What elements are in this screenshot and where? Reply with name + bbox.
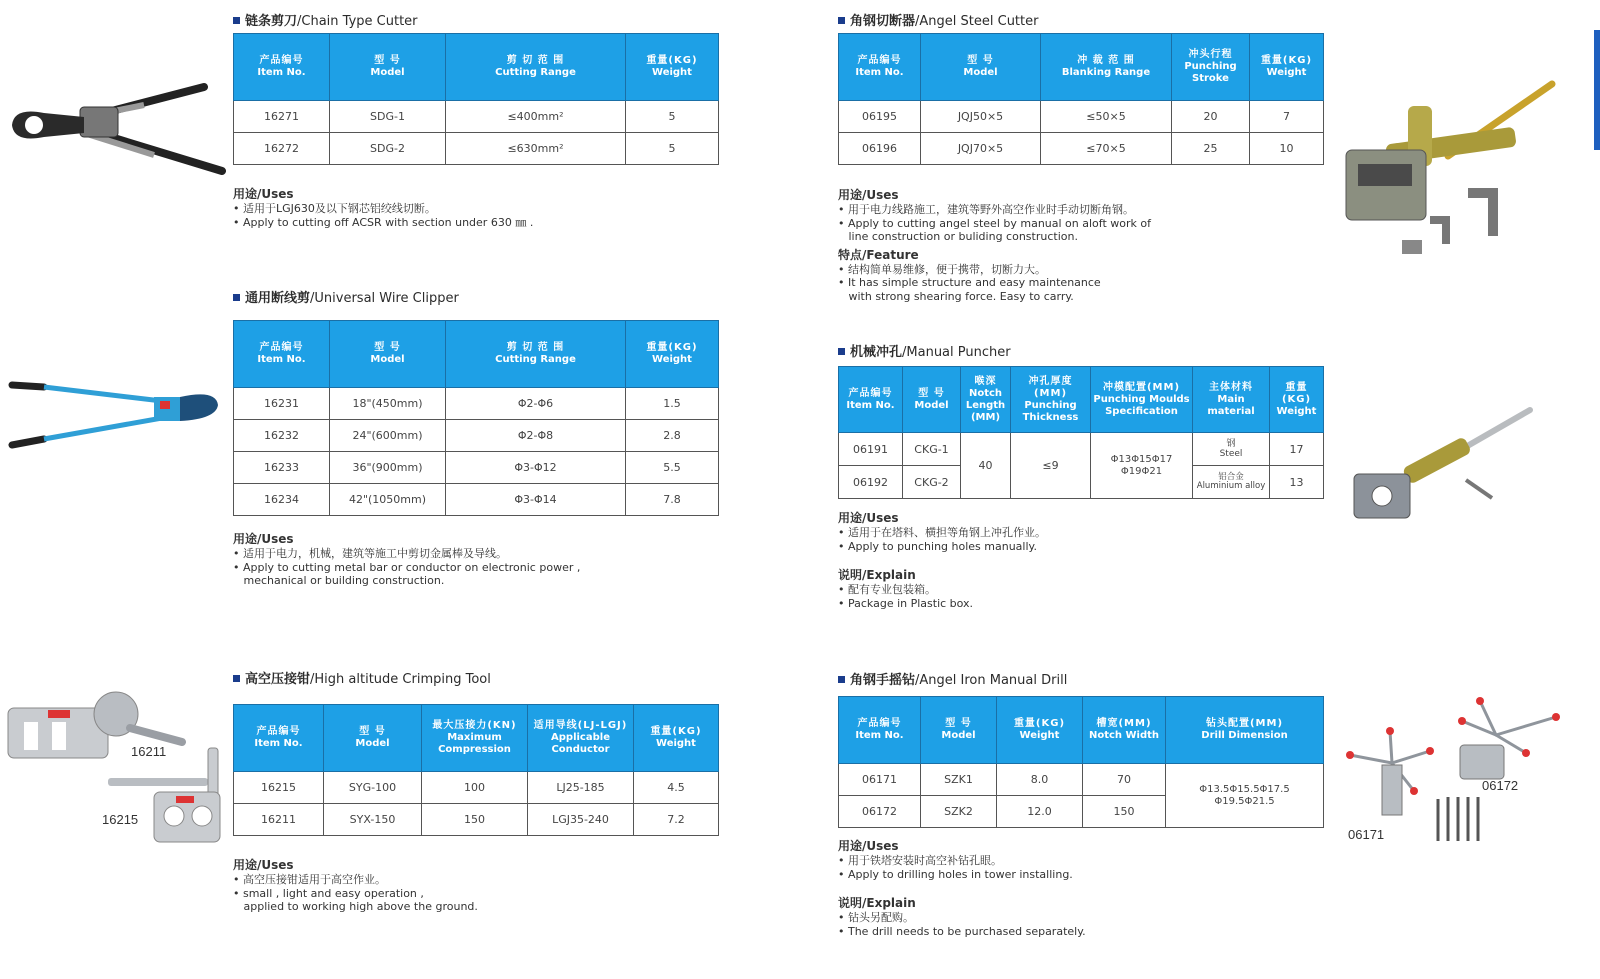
chain-cutter-table: [233, 33, 719, 165]
table-cell: Φ3-Φ12: [446, 452, 626, 484]
table-cell: SYG-100: [324, 772, 422, 804]
table-row: [839, 101, 1324, 133]
table-header: 剪 切 范 围 Cutting Range: [446, 321, 626, 388]
table-cell: 150: [1083, 796, 1166, 828]
table-row: [839, 433, 1324, 466]
table-cell: 2.8: [626, 420, 719, 452]
table-cell: 7.8: [626, 484, 719, 516]
table-row: [234, 804, 719, 836]
table-row: [839, 133, 1324, 165]
table-row: [234, 772, 719, 804]
table-cell: 4.5: [634, 772, 719, 804]
table-header: 主体材料 Main material: [1193, 367, 1270, 433]
table-cell: Φ3-Φ14: [446, 484, 626, 516]
table-cell: 18"(450mm): [330, 388, 446, 420]
table-header: 喉深 Notch Length (MM): [961, 367, 1011, 433]
table-cell: 5.5: [626, 452, 719, 484]
table-header: 重量(KG) Weight: [626, 34, 719, 101]
table-cell: 16215: [234, 772, 324, 804]
table-cell: ≤9: [1011, 433, 1091, 499]
table-cell: 06195: [839, 101, 921, 133]
table-header: 型 号 Model: [330, 34, 446, 101]
table-cell: JQJ50×5: [921, 101, 1041, 133]
table-cell: 06196: [839, 133, 921, 165]
table-cell: 铝合金 Aluminium alloy: [1193, 466, 1270, 499]
table-header: 产品编号 Item No.: [839, 697, 921, 764]
table-header: 产品编号 Item No.: [234, 321, 330, 388]
table-header: 产品编号 Item No.: [839, 367, 903, 433]
crimping-tool-uses: 用途/Uses • 高空压接钳适用于高空作业。 • small , light and easy operation , applied to working high above the ground.: [233, 858, 478, 913]
chain-cutter-image: [4, 75, 226, 180]
table-header: 产品编号 Item No.: [234, 705, 324, 772]
table-cell: 24"(600mm): [330, 420, 446, 452]
table-row: [234, 484, 719, 516]
title-square-icon: [838, 17, 845, 24]
table-cell: CKG-2: [903, 466, 961, 499]
table-cell: 12.0: [997, 796, 1083, 828]
table-cell: 16272: [234, 133, 330, 165]
table-cell: 40: [961, 433, 1011, 499]
table-cell: 100: [422, 772, 528, 804]
wire-clipper-image: [4, 375, 226, 457]
table-cell: 1.5: [626, 388, 719, 420]
table-header: 冲孔厚度(MM) Punching Thickness: [1011, 367, 1091, 433]
table-header: 冲模配置(MM) Punching Moulds Specification: [1091, 367, 1193, 433]
table-cell: 16233: [234, 452, 330, 484]
table-row: [234, 452, 719, 484]
table-header: 型 号 Model: [324, 705, 422, 772]
title-square-icon: [233, 294, 240, 301]
table-cell: Φ2-Φ6: [446, 388, 626, 420]
table-cell: 16234: [234, 484, 330, 516]
table-header: 型 号 Model: [921, 697, 997, 764]
manual-drill-table: [838, 696, 1324, 828]
section-title-manual-drill: 角钢手摇钻/Angel Iron Manual Drill: [838, 669, 1067, 688]
table-header: 产品编号 Item No.: [839, 34, 921, 101]
table-cell: 20: [1172, 101, 1250, 133]
table-header: 冲头行程 Punching Stroke: [1172, 34, 1250, 101]
table-cell: SZK2: [921, 796, 997, 828]
table-cell: 16232: [234, 420, 330, 452]
table-row: [839, 764, 1324, 796]
table-cell: ≤400mm²: [446, 101, 626, 133]
table-cell: 42"(1050mm): [330, 484, 446, 516]
table-cell: JQJ70×5: [921, 133, 1041, 165]
image-label: 16215: [102, 812, 139, 827]
section-title-angle-cutter: 角钢切断器/Angel Steel Cutter: [838, 10, 1038, 29]
table-cell: Φ13Φ15Φ17 Φ19Φ21: [1091, 433, 1193, 499]
crimping-tool-table: [233, 704, 719, 836]
table-cell: 06172: [839, 796, 921, 828]
table-cell: 7.2: [634, 804, 719, 836]
table-cell: 7: [1250, 101, 1324, 133]
table-cell: LGJ35-240: [528, 804, 634, 836]
table-cell: 16271: [234, 101, 330, 133]
manual-puncher-image: [1346, 404, 1536, 529]
wire-clipper-uses: 用途/Uses • 适用于电力，机械，建筑等施工中剪切金属棒及导线。 • Apply to cutting metal bar or conductor on electronic power , mechanical or building construction.: [233, 532, 581, 587]
table-cell: 5: [626, 133, 719, 165]
table-cell: CKG-1: [903, 433, 961, 466]
title-square-icon: [233, 675, 240, 682]
table-cell: 16211: [234, 804, 324, 836]
table-row: [234, 133, 719, 165]
table-header: 重量(KG) Weight: [626, 321, 719, 388]
section-title-wire-clipper: 通用断线剪/Universal Wire Clipper: [233, 287, 459, 306]
table-cell: 17: [1270, 433, 1324, 466]
section-title-crimping-tool: 高空压接钳/High altitude Crimping Tool: [233, 668, 491, 687]
table-header: 最大压接力(KN) Maximum Compression: [422, 705, 528, 772]
table-cell: ≤70×5: [1041, 133, 1172, 165]
table-header: 型 号 Model: [330, 321, 446, 388]
image-label: 06172: [1482, 778, 1519, 793]
chain-cutter-uses: 用途/Uses • 适用于LGJ630及以下钢芯铝绞线切断。 • Apply to cutting off ACSR with section under 630 ㎜ .: [233, 187, 534, 229]
table-cell: SDG-2: [330, 133, 446, 165]
manual-drill-image: [1330, 695, 1562, 845]
table-header: 型 号 Model: [903, 367, 961, 433]
table-header: 重量(KG) Weight: [634, 705, 719, 772]
page-edge-bar: [1594, 30, 1600, 150]
section-title-chain-cutter: 链条剪刀/Chain Type Cutter: [233, 10, 418, 29]
table-header: 重量(KG) Weight: [1250, 34, 1324, 101]
table-row: [234, 388, 719, 420]
title-square-icon: [838, 348, 845, 355]
table-header: 产品编号 Item No.: [234, 34, 330, 101]
table-cell: 5: [626, 101, 719, 133]
table-cell: ≤50×5: [1041, 101, 1172, 133]
title-square-icon: [838, 676, 845, 683]
table-cell: LJ25-185: [528, 772, 634, 804]
table-cell: 25: [1172, 133, 1250, 165]
image-label: 06171: [1348, 827, 1385, 842]
table-cell: 36"(900mm): [330, 452, 446, 484]
table-header: 冲 裁 范 围 Blanking Range: [1041, 34, 1172, 101]
manual-drill-uses: 用途/Uses • 用于铁塔安装时高空补钻孔眼。 • Apply to drilling holes in tower installing. 说明/Explain • 钻头另配购。 • The drill needs to be purchased separately.: [838, 839, 1086, 938]
table-cell: 10: [1250, 133, 1324, 165]
manual-puncher-table: [838, 366, 1324, 499]
table-cell: SDG-1: [330, 101, 446, 133]
table-row: [234, 101, 719, 133]
table-header: 重量(KG) Weight: [997, 697, 1083, 764]
table-header: 钻头配置(MM) Drill Dimension: [1166, 697, 1324, 764]
angle-cutter-uses: 用途/Uses • 用于电力线路施工，建筑等野外高空作业时手动切断角钢。 • Apply to cutting angel steel by manual on aloft work of line construction or buliding construction. 特点/Feature • 结构简单易维修，便于携带，切断力大。 • It has simple structure and easy maintenance with strong shearing force. Easy to carry.: [838, 188, 1151, 303]
table-cell: SZK1: [921, 764, 997, 796]
table-cell: 钢 Steel: [1193, 433, 1270, 466]
table-header: 剪 切 范 围 Cutting Range: [446, 34, 626, 101]
table-cell: Φ13.5Φ15.5Φ17.5 Φ19.5Φ21.5: [1166, 764, 1324, 828]
table-cell: SYX-150: [324, 804, 422, 836]
angle-cutter-image: [1338, 76, 1558, 266]
angle-cutter-table: [838, 33, 1324, 165]
table-cell: 8.0: [997, 764, 1083, 796]
manual-puncher-uses: 用途/Uses • 适用于在塔料、横担等角钢上冲孔作业。 • Apply to punching holes manually. 说明/Explain • 配有专业包装箱。 • Package in Plastic box.: [838, 511, 1046, 610]
table-row: [234, 420, 719, 452]
table-cell: 70: [1083, 764, 1166, 796]
table-cell: 150: [422, 804, 528, 836]
wire-clipper-table: [233, 320, 719, 516]
table-cell: ≤630mm²: [446, 133, 626, 165]
section-title-manual-puncher: 机械冲孔/Manual Puncher: [838, 341, 1011, 360]
table-header: 槽宽(MM) Notch Width: [1083, 697, 1166, 764]
image-label: 16211: [131, 744, 167, 759]
table-cell: 13: [1270, 466, 1324, 499]
table-cell: 06171: [839, 764, 921, 796]
table-cell: 06191: [839, 433, 903, 466]
table-header: 型 号 Model: [921, 34, 1041, 101]
table-header: 适用导线(LJ-LGJ) Applicable Conductor: [528, 705, 634, 772]
table-cell: 16231: [234, 388, 330, 420]
table-cell: Φ2-Φ8: [446, 420, 626, 452]
table-header: 重量(KG) Weight: [1270, 367, 1324, 433]
title-square-icon: [233, 17, 240, 24]
table-cell: 06192: [839, 466, 903, 499]
